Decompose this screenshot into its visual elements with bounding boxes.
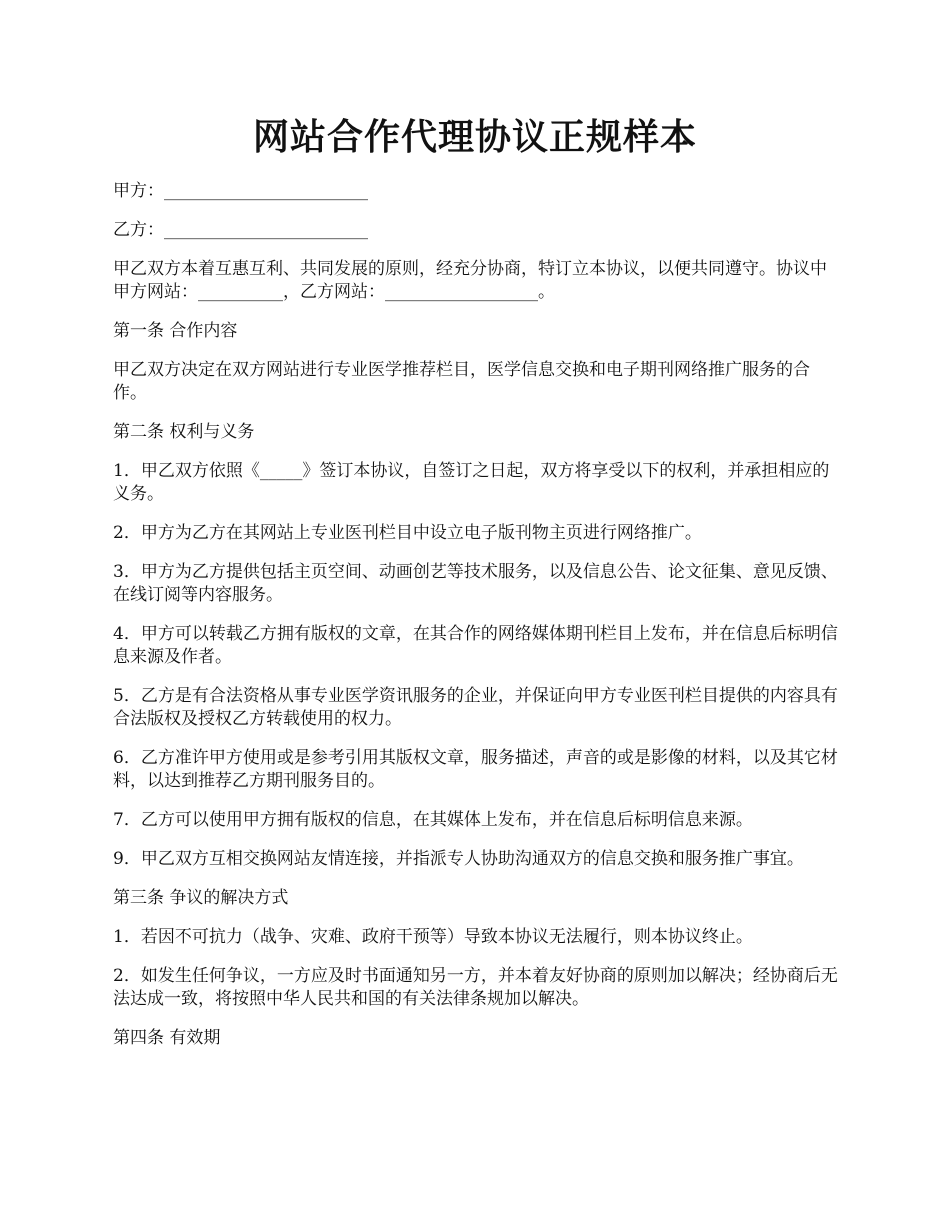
article-3-item: 2．如发生任何争议，一方应及时书面通知另一方，并本着友好协商的原则加以解决；经协商后无法达成一致，将按照中华人民共和国的有关法律条规加以解决。 xyxy=(113,966,838,1009)
article-2-item: 5．乙方是有合法资格从事专业医学资讯服务的企业，并保证向甲方专业医刊栏目提供的内容具有合法版权及授权乙方转载使用的权力。 xyxy=(113,686,838,729)
document-title: 网站合作代理协议正规样本 xyxy=(252,116,697,158)
article-4-heading: 第四条 有效期 xyxy=(113,1028,221,1048)
article-2-item: 3．甲方为乙方提供包括主页空间、动画创艺等技术服务，以及信息公告、论文征集、意见反馈、在线订阅等内容服务。 xyxy=(113,562,838,605)
article-3-item: 1．若因不可抗力（战争、灾难、政府干预等）导致本协议无法履行，则本协议终止。 xyxy=(113,927,753,947)
document-body xyxy=(113,180,843,1066)
article-2-item: 4．甲方可以转载乙方拥有版权的文章，在其合作的网络媒体期刊栏目上发布，并在信息后标明信息来源及作者。 xyxy=(113,624,838,667)
article-2-item: 7．乙方可以使用甲方拥有版权的信息，在其媒体上发布，并在信息后标明信息来源。 xyxy=(113,810,753,830)
article-2-item: 6．乙方准许甲方使用或是参考引用其版权文章，服务描述，声音的或是影像的材料，以及其它材料，以达到推荐乙方期刊服务目的。 xyxy=(113,748,838,791)
article-2-item: 9．甲乙双方互相交换网站友情连接，并指派专人协助沟通双方的信息交换和服务推广事宜。 xyxy=(113,849,804,869)
article-2-heading: 第二条 权利与义务 xyxy=(113,422,255,442)
article-2-item: 1．甲乙双方依照《_____》签订本协议，自签订之日起，双方将享受以下的权利，并承担相应的义务。 xyxy=(113,461,830,504)
intro-paragraph: 甲乙双方本着互惠互利、共同发展的原则，经充分协商，特订立本协议，以便共同遵守。协议中甲方网站：__________，乙方网站：__________________。 xyxy=(113,259,827,302)
article-3-heading: 第三条 争议的解决方式 xyxy=(113,888,289,908)
party-b-line: 乙方：________________________ xyxy=(113,220,368,240)
article-2-item: 2．甲方为乙方在其网站上专业医刊栏目中设立电子版刊物主页进行网络推广。 xyxy=(113,523,702,543)
article-1-body: 甲乙双方决定在双方网站进行专业医学推荐栏目，医学信息交换和电子期刊网络推广服务的合作。 xyxy=(113,360,810,403)
party-a-line: 甲方：________________________ xyxy=(113,181,368,201)
article-1-heading: 第一条 合作内容 xyxy=(113,321,238,341)
